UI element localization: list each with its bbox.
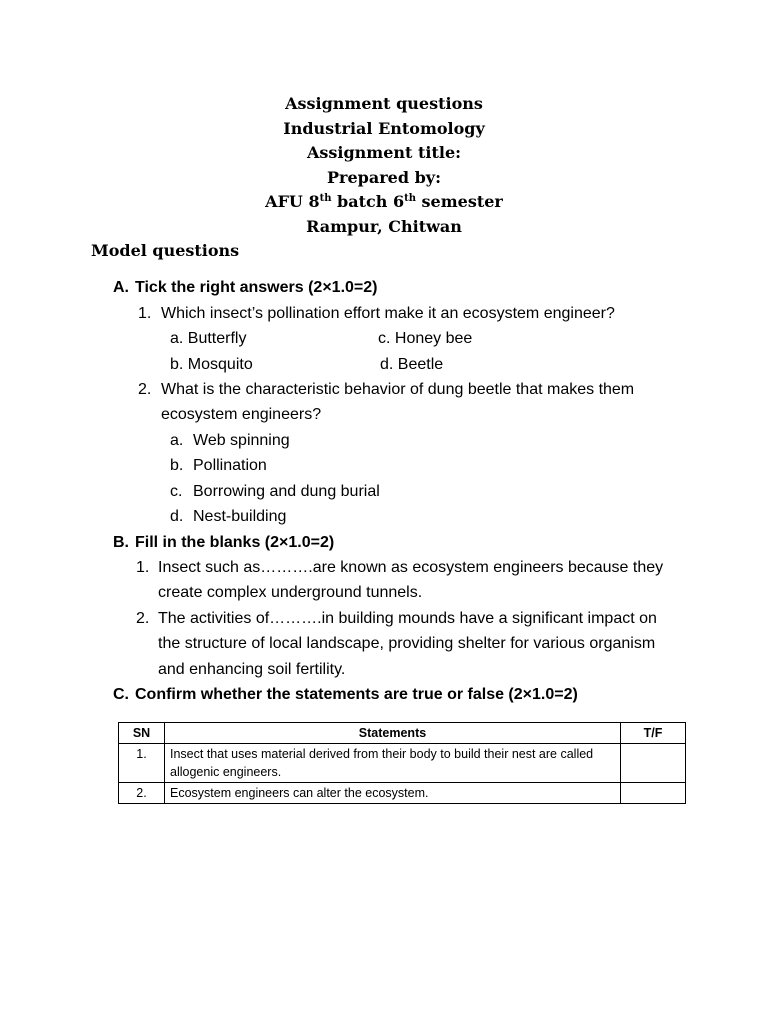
question-b2-line1: The activities of……….in building mounds have a significant impact on [158, 610, 657, 627]
option-a1-a: a. Butterfly [170, 330, 247, 347]
section-a-title: Tick the right answers (2×1.0=2) [135, 279, 378, 296]
batch-suffix: semester [415, 192, 503, 212]
header-prepared-by: Prepared by: [327, 167, 441, 187]
section-a-letter: A. [113, 279, 129, 296]
question-a2-number: 2. [138, 381, 152, 398]
header-assignment-title: Assignment title: [306, 143, 462, 163]
table-row [119, 744, 686, 783]
question-a2-text-line1: What is the characteristic behavior of dung beetle that makes them [161, 381, 635, 398]
row-1-statement: Insect that uses material derived from their body to build their nest are called allogenic engineers. [165, 744, 621, 783]
row-2-tf [621, 783, 686, 804]
option-a2-d-text: Nest-building [193, 508, 287, 525]
section-c-title: Confirm whether the statements are true or false (2×1.0=2) [135, 686, 578, 703]
question-b1-number: 1. [136, 559, 150, 576]
option-a2-c-letter: c. [170, 483, 183, 500]
header-course-name: Industrial Entomology [283, 118, 485, 138]
table-header-row [119, 723, 686, 744]
model-questions-heading: Model questions [91, 241, 240, 260]
row-1-sn: 1. [119, 744, 165, 783]
header-tf: T/F [621, 723, 686, 744]
option-a1-b: b. Mosquito [170, 356, 253, 373]
question-b2-line3: and enhancing soil fertility. [158, 661, 346, 678]
header-batch-line [0, 190, 768, 215]
question-b2-line2: the structure of local landscape, providing shelter for various organism [158, 635, 656, 652]
question-a2-text-line2: ecosystem engineers? [161, 406, 322, 423]
question-a1-text: Which insect’s pollination effort make it an ecosystem engineer? [161, 305, 615, 322]
section-b-letter: B. [113, 534, 129, 551]
question-b2-number: 2. [136, 610, 150, 627]
header-sn: SN [119, 723, 165, 744]
section-c-letter: C. [113, 686, 129, 703]
question-a1-number: 1. [138, 305, 152, 322]
option-a2-b-letter: b. [170, 457, 184, 474]
option-a2-c-text: Borrowing and dung burial [193, 483, 380, 500]
row-1-tf [621, 744, 686, 783]
batch-prefix: AFU 8 [265, 192, 320, 212]
header-location: Rampur, Chitwan [306, 216, 462, 236]
batch-superscript-2: th [404, 193, 416, 205]
batch-superscript-1: th [319, 193, 332, 205]
option-a2-a-text: Web spinning [193, 432, 290, 449]
row-2-sn: 2. [119, 783, 165, 804]
table-row [119, 783, 686, 804]
row-2-statement: Ecosystem engineers can alter the ecosystem. [165, 783, 621, 804]
option-a2-a-letter: a. [170, 432, 184, 449]
true-false-table [118, 722, 686, 804]
header-statements: Statements [165, 723, 621, 744]
section-b-title: Fill in the blanks (2×1.0=2) [135, 534, 335, 551]
document-header [0, 92, 768, 240]
header-assignment-questions: Assignment questions [285, 94, 483, 113]
option-a2-b-text: Pollination [193, 457, 267, 474]
question-b1-line1: Insect such as……….are known as ecosystem engineers because they [158, 559, 664, 576]
option-a2-d-letter: d. [170, 508, 184, 525]
option-a1-c: c. Honey bee [378, 330, 473, 347]
option-a1-d: d. Beetle [380, 356, 444, 373]
question-b1-line2: create complex underground tunnels. [158, 584, 423, 601]
batch-middle: batch 6 [331, 192, 405, 212]
